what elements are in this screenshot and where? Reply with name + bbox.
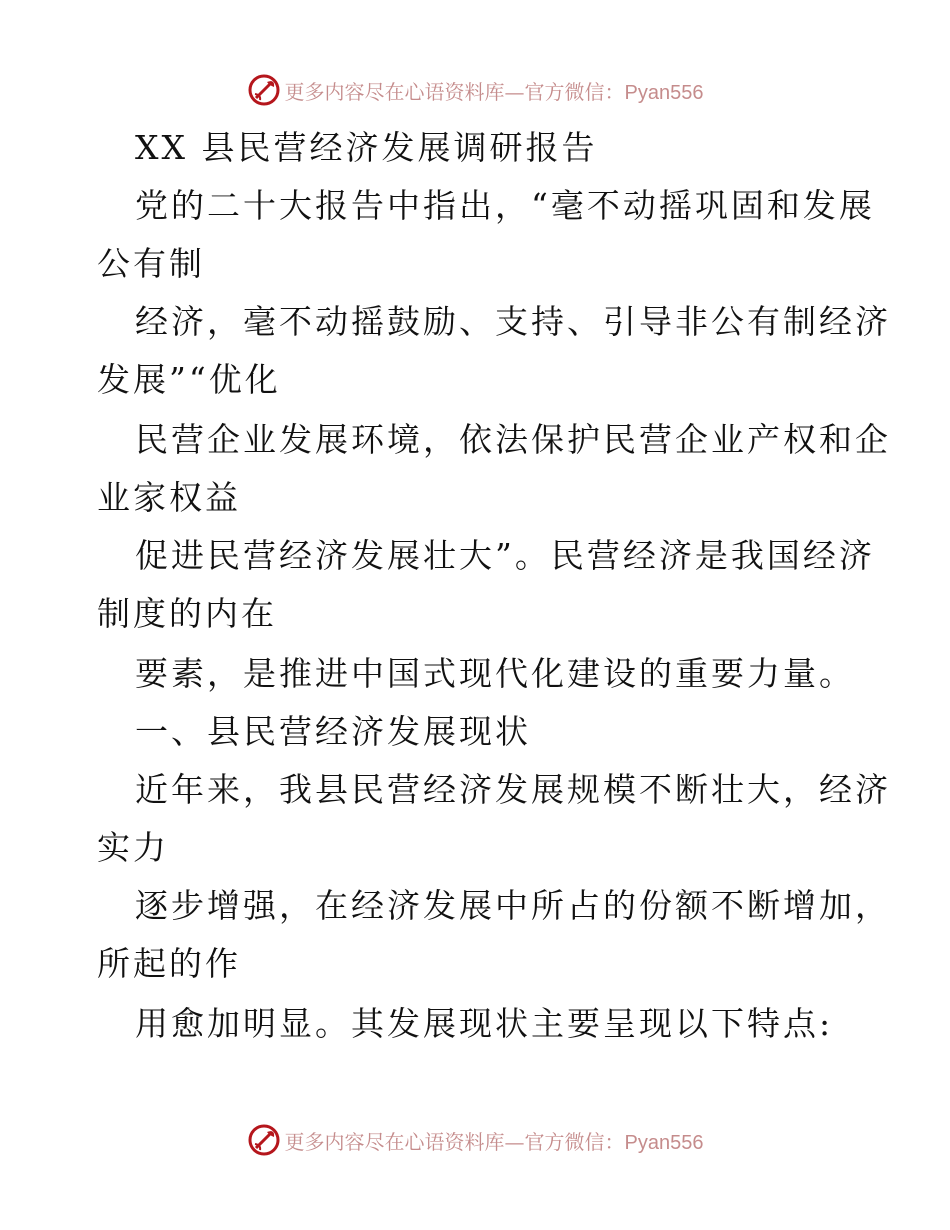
watermark-text: 更多内容尽在心语资料库—官方微信：Pyan556 bbox=[284, 1129, 704, 1154]
header-watermark bbox=[0, 70, 950, 110]
paragraph-line: 用愈加明显。其发展现状主要呈现以下特点: bbox=[135, 1004, 834, 1043]
paragraph-line: 党的二十大报告中指出，“毫不动摇巩固和发展 bbox=[135, 186, 875, 225]
watermark-wechat-id: Pyan556 bbox=[624, 1131, 704, 1154]
paragraph-line: 业家权益 bbox=[97, 478, 241, 517]
paragraph-line: 逐步增强，在经济发展中所占的份额不断增加， bbox=[135, 886, 891, 925]
quill-seal-logo-icon bbox=[247, 1123, 281, 1157]
paragraph-line: 制度的内在 bbox=[97, 594, 277, 633]
section-heading: 一、县民营经济发展现状 bbox=[135, 712, 531, 751]
paragraph-line: 经济，毫不动摇鼓励、支持、引导非公有制经济 bbox=[135, 302, 891, 341]
watermark-wechat-id: Pyan556 bbox=[624, 81, 704, 104]
paragraph-line: 公有制 bbox=[97, 244, 205, 283]
paragraph-line: 要素，是推进中国式现代化建设的重要力量。 bbox=[135, 654, 855, 693]
watermark-text: 更多内容尽在心语资料库—官方微信：Pyan556 bbox=[284, 79, 704, 104]
paragraph-line: 实力 bbox=[97, 828, 169, 867]
paragraph-line: 所起的作 bbox=[97, 944, 241, 983]
paragraph-line: 促进民营经济发展壮大”。民营经济是我国经济 bbox=[135, 536, 875, 575]
paragraph-line: 近年来，我县民营经济发展规模不断壮大，经济 bbox=[135, 770, 891, 809]
footer-watermark bbox=[0, 1120, 950, 1160]
quill-seal-logo-icon bbox=[247, 73, 281, 107]
paragraph-line: 民营企业发展环境，依法保护民营企业产权和企 bbox=[135, 420, 891, 459]
document-title: XX 县民营经济发展调研报告 bbox=[135, 128, 598, 167]
paragraph-line: 发展”“优化 bbox=[97, 360, 281, 399]
